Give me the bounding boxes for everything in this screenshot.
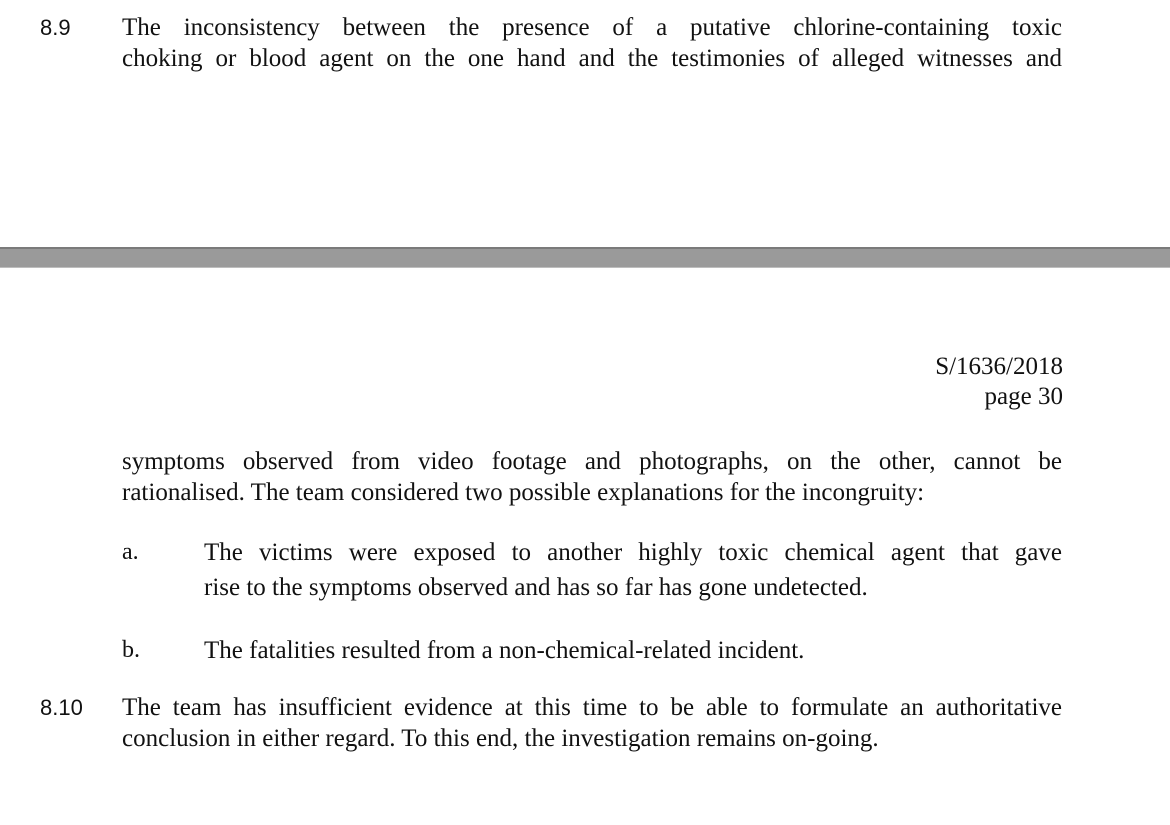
list-item-a-text bbox=[204, 535, 1062, 605]
text-line: The team has insufficient evidence at this time to be able to formulate an authoritative bbox=[122, 694, 1062, 721]
paragraph-8-10 bbox=[122, 692, 1062, 754]
list-item-letter-b: b. bbox=[122, 637, 140, 663]
paragraph-number-8-10: 8.10 bbox=[40, 695, 83, 720]
paragraph-8-9-start bbox=[122, 12, 1062, 74]
text-line: symptoms observed from video footage and photographs, on the other, cannot be bbox=[122, 448, 1062, 475]
page-break-separator bbox=[0, 247, 1170, 268]
text-line: The fatalities resulted from a non-chemical-related incident. bbox=[204, 637, 805, 664]
list-item-b-text bbox=[204, 633, 1062, 668]
document-reference: S/1636/2018 bbox=[935, 353, 1063, 380]
list-item-letter-a: a. bbox=[122, 539, 139, 565]
text-line: choking or blood agent on the one hand and the testimonies of alleged witnesses and bbox=[122, 45, 1062, 72]
text-line: rationalised. The team considered two possible explanations for the incongruity: bbox=[122, 479, 925, 506]
paragraph-number-8-9: 8.9 bbox=[40, 15, 71, 40]
paragraph-8-9-continuation bbox=[122, 446, 1062, 508]
page-header bbox=[935, 352, 1063, 412]
page-number: page 30 bbox=[984, 383, 1063, 410]
text-line: The inconsistency between the presence of a putative chlorine-containing toxic bbox=[122, 14, 1062, 41]
text-line: conclusion in either regard. To this end, the investigation remains on-going. bbox=[122, 725, 879, 752]
text-line: The victims were exposed to another highly toxic chemical agent that gave bbox=[204, 539, 1062, 566]
text-line: rise to the symptoms observed and has so far has gone undetected. bbox=[204, 574, 868, 601]
